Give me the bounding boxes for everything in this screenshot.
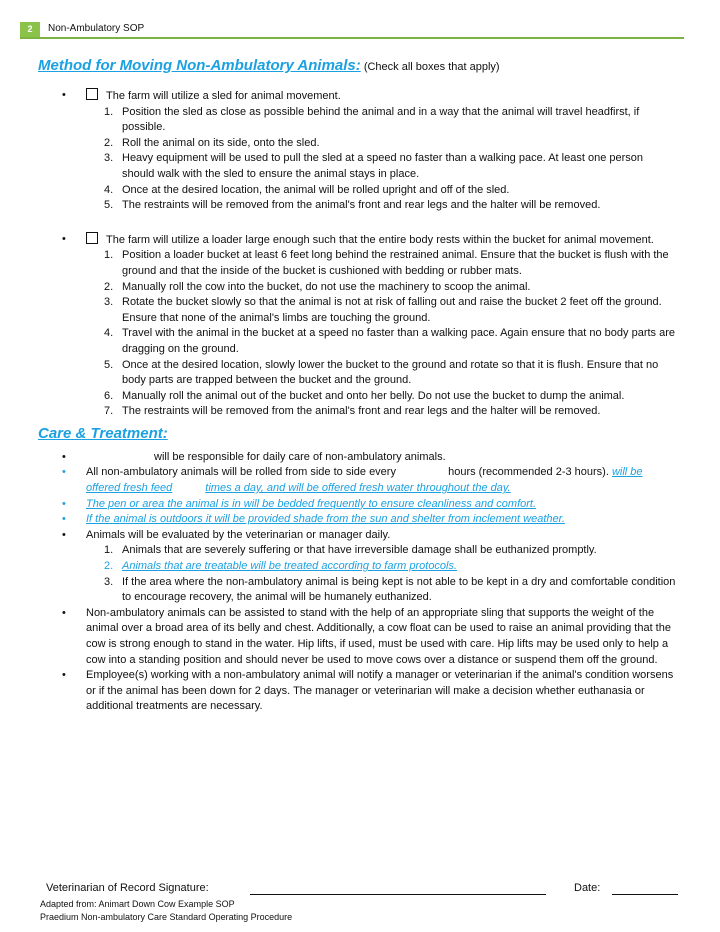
bullet-dot: • — [62, 89, 66, 101]
care-section-heading — [38, 426, 678, 450]
list-item: 1. Position the sled as close as possible behind the animal and in a way that the animal will travel headfirst, if possible. — [104, 105, 640, 134]
list-item: 2. Animals that are treatable will be treated according to farm protocols. — [104, 560, 458, 573]
bullet-dot: • — [62, 232, 66, 245]
list-item: 5. Once at the desired location, slowly lower the bucket to the ground and rotate so that it is flush. Ensure that no body parts are trapped between the bucket and the ground. — [104, 358, 659, 387]
loader-checkbox[interactable] — [86, 232, 98, 244]
care-bullet-notify: • Employee(s) working with a non-ambulatory animal will notify a manager or veterinarian if the animal's condition worsens or if the animal has been down for 2 days. The manager or veterinarian will make a decision whether euthanasia or additional treatments are necessary. — [62, 669, 674, 713]
care-bullet-rolling: • All non-ambulatory animals will be rolled from side to side every hours (recommended 2-3 hours). will be offered fresh feed times a day, and will be offered fresh water throughout the day. — [62, 466, 643, 495]
date-line[interactable] — [612, 894, 678, 895]
moving-section-heading — [38, 58, 678, 80]
loader-steps — [86, 248, 678, 420]
sled-option-label: The farm will utilize a sled for animal movement. — [106, 90, 341, 102]
sled-checkbox[interactable] — [86, 88, 98, 100]
loader-option-label: The farm will utilize a loader large enough such that the entire body rests within the bucket for animal movement. — [106, 233, 654, 246]
care-bullet-bedding: • The pen or area the animal is in will be bedded frequently to ensure cleanliness and comfort. — [62, 497, 537, 510]
list-item: 2. Roll the animal on its side, onto the sled. — [104, 136, 320, 149]
footer-notes — [40, 898, 292, 924]
care-bullet-shade: • If the animal is outdoors it will be provided shade from the sun and shelter from inclement weather. — [62, 513, 565, 526]
page-header — [20, 22, 684, 39]
moving-section-title: Method for Moving Non-Ambulatory Animals: — [38, 57, 361, 74]
care-bullet-responsible: • will be responsible for daily care of non-ambulatory animals. — [62, 450, 446, 463]
list-item: 4. Travel with the animal in the bucket at a speed no faster than a walking pace. Again ensure that no body parts are dragging on the ground. — [104, 327, 675, 355]
care-section-title: Care & Treatment: — [38, 424, 168, 442]
footer-note-adapted: Adapted from: Animart Down Cow Example SOP — [40, 899, 235, 909]
signature-row — [46, 882, 686, 894]
list-item: 6. Manually roll the animal out of the bucket and onto her belly. Do not use the bucket to dump the animal. — [104, 389, 625, 402]
moving-option-sled — [38, 88, 678, 214]
date-label: Date: — [574, 882, 601, 894]
list-item: 3. If the area where the non-ambulatory animal is being kept is not able to be kept in a dry and comfortable condition to encourage recovery, the animal will be humanely euthanized. — [104, 575, 676, 604]
moving-section-note: (Check all boxes that apply) — [363, 61, 500, 73]
signature-label: Veterinarian of Record Signature: — [46, 882, 209, 894]
moving-option-loader — [38, 232, 678, 420]
list-item: 1. Position a loader bucket at least 6 feet long behind the restrained animal. Ensure that the bucket is flush with the ground and that the inside of the bucket is cushioned with bedding or rubber mats. — [104, 249, 669, 277]
sled-steps — [86, 105, 678, 214]
header-title: Non-Ambulatory SOP — [48, 23, 145, 34]
list-item: 5. The restraints will be removed from the animal's front and rear legs and the halter will be removed. — [104, 199, 601, 212]
page-number: 2 — [20, 22, 40, 37]
signature-line[interactable] — [250, 894, 546, 895]
list-item: 3. Heavy equipment will be used to pull the sled at a speed no faster than a walking pace. At least one person should walk with the sled to ensure the animal stays in place. — [104, 152, 643, 180]
care-bullet-assist: • Non-ambulatory animals can be assisted to stand with the help of an appropriate sling that supports the weight of the animal over a broad area of its belly and chest. Additionally, a cow float can be used to raise an animal providing that the cow is strong enough to stand in the water. Hip lifts, if used, must be used with care. Hip lifts may be used only to help a cow into a standing position and should never be used to move cows over a distance or suspend them off the ground. — [62, 606, 671, 666]
list-item: 3. Rotate the bucket slowly so that the animal is not at risk of falling out and raise the bucket 2 feet off the ground. Ensure that none of the animal's limbs are touching the ground. — [104, 296, 662, 324]
document-body — [38, 58, 678, 715]
footer-note-praedium: Praedium Non-ambulatory Care Standard Operating Procedure — [40, 912, 293, 922]
evaluation-steps — [86, 543, 678, 605]
care-bullet-evaluation: • Animals will be evaluated by the veterinarian or manager daily. 1. Animals that are severely suffering or that have irreversible damage shall be euthanized promptly. 2. Animals that are treatable will be treated according to farm protocols. 3. If the area where the non-ambulatory animal is being kept is not able to be kept in a dry and comfortable condition to encourage recovery, the animal will be humanely euthanized. — [38, 528, 678, 606]
list-item: 7. The restraints will be removed from the animal's front and rear legs and the halter will be removed. — [104, 405, 601, 418]
list-item: 2. Manually roll the cow into the bucket, do not use the machinery to scoop the animal. — [104, 280, 531, 293]
list-item: 1. Animals that are severely suffering or that have irreversible damage shall be euthanized promptly. — [104, 544, 597, 557]
list-item: 4. Once at the desired location, the animal will be rolled upright and off of the sled. — [104, 183, 510, 196]
